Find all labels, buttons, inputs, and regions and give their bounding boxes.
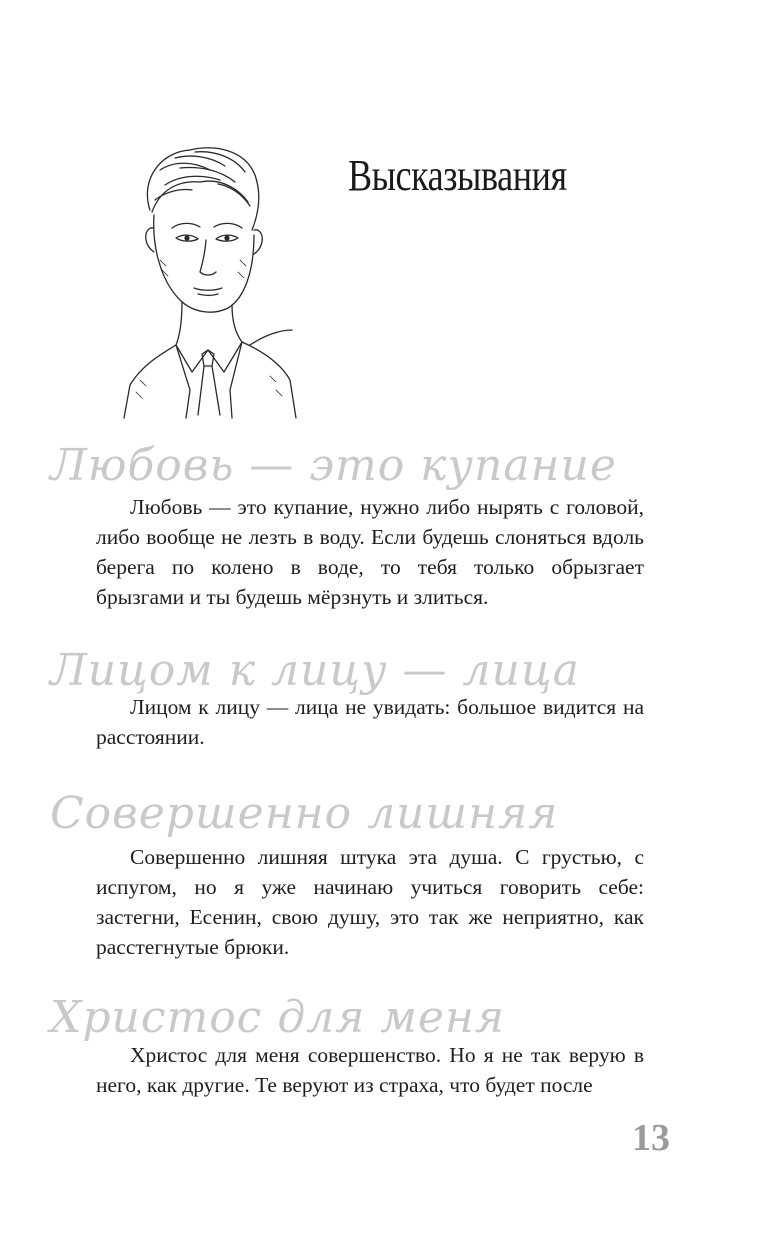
page-number: 13 — [632, 1117, 670, 1159]
script-heading-2: Лицом к лицу — лица — [50, 645, 580, 696]
quote-paragraph-3: Совершенно лишняя штука эта душа. С грустью, с испугом, но я уже начинаю учиться говорить себе: застегни, Есенин, свою душу, это так же неприятно, как расстегнутые брюки. — [96, 845, 644, 959]
script-heading-1: Любовь — это купание — [50, 440, 617, 491]
quote-paragraph-4: Христос для меня совершенство. Но я не так верую в него, как другие. Те веруют из страха, что будет после — [96, 1043, 644, 1097]
script-heading-3: Совершенно лишняя — [50, 788, 559, 839]
portrait-sketch-image — [120, 140, 300, 420]
page-title: Высказывания — [348, 151, 567, 200]
quote-paragraph-2: Лицом к лицу — лица не увидать: большое видится на расстоянии. — [96, 695, 644, 749]
script-heading-4: Христос для меня — [50, 992, 505, 1043]
quote-paragraph-1: Любовь — это купание, нужно либо нырять с головой, либо вообще не лезть в воду. Если будешь слоняться вдоль берега по колено в воде, то тебя только обрызгает брызгами и ты будешь мёрзнуть и злиться. — [96, 495, 644, 609]
